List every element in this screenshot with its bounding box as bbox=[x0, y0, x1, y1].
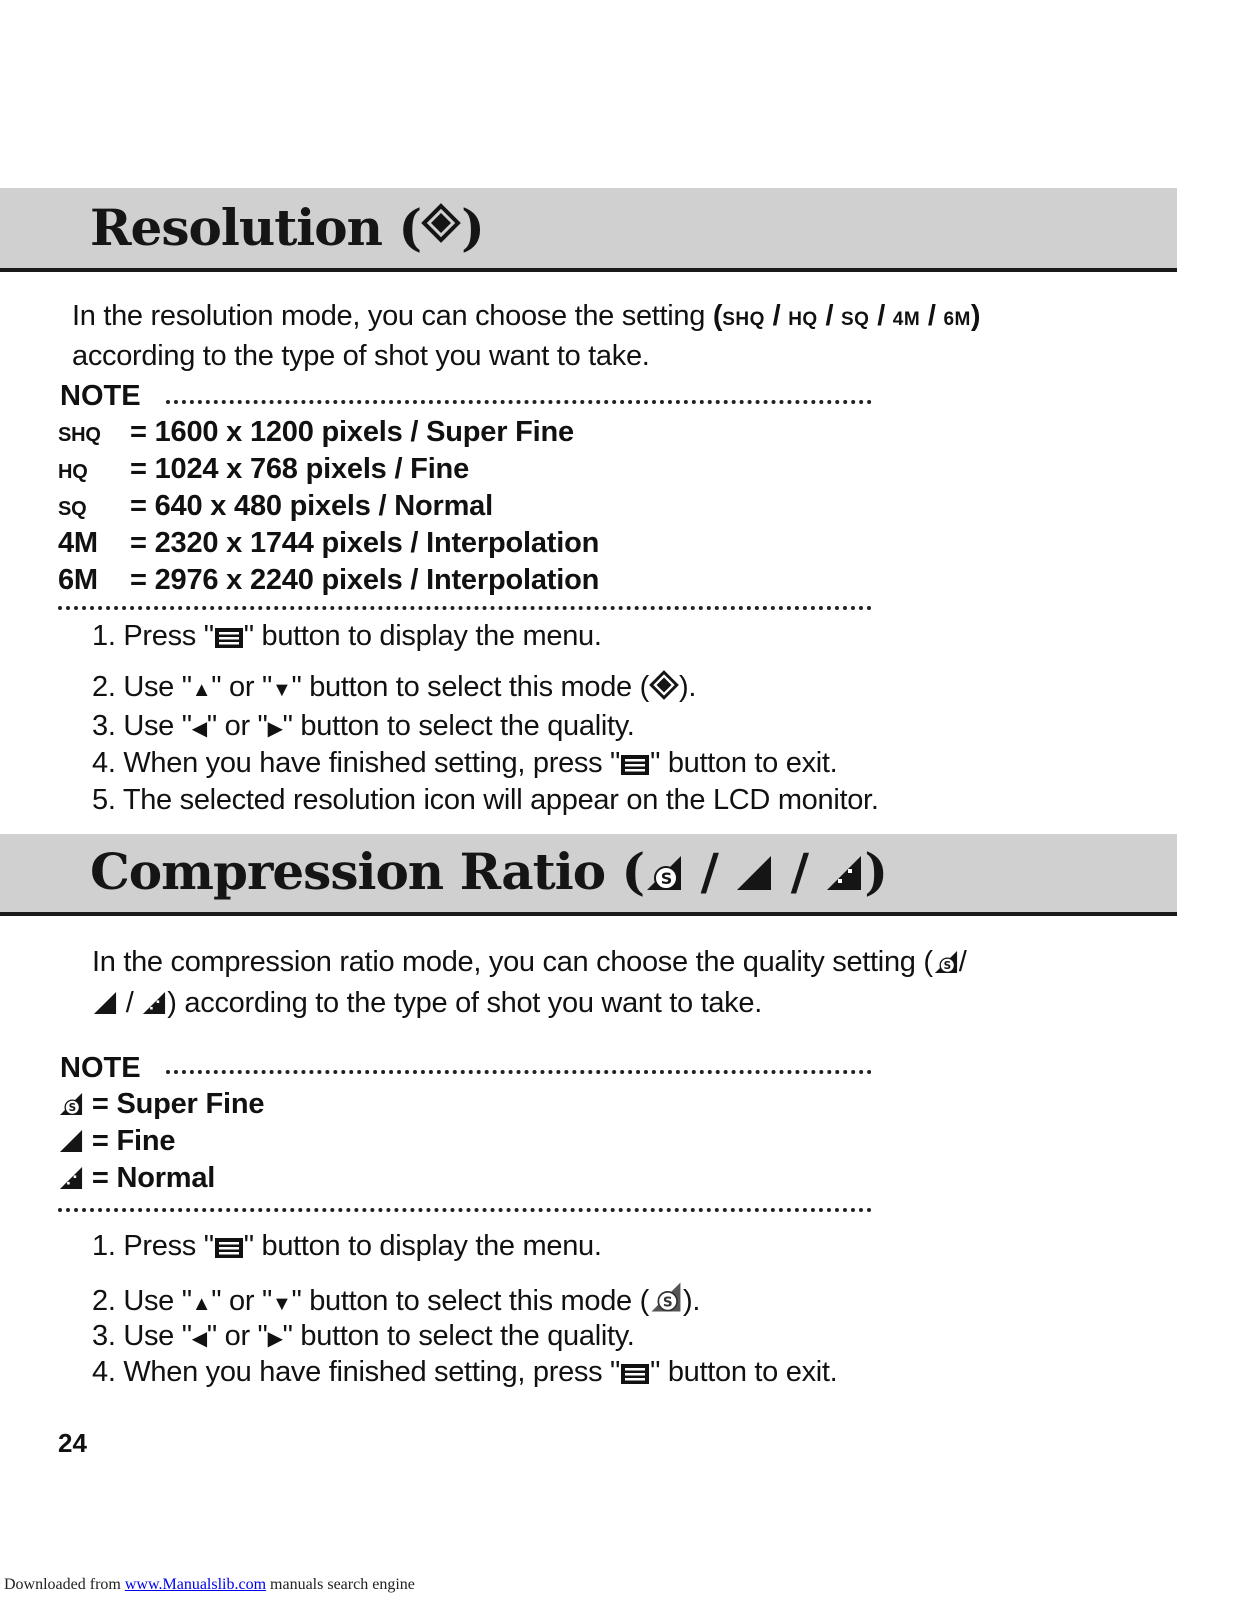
menu-button-icon bbox=[214, 624, 244, 657]
superfine-icon bbox=[933, 948, 959, 985]
resolution-note-divider-bottom bbox=[58, 606, 872, 610]
superfine-icon bbox=[649, 1280, 683, 1322]
resolution-step-3: 3. Use "◀" or "▶" button to select the quality. bbox=[92, 710, 635, 742]
resolution-diamond-icon bbox=[649, 670, 679, 708]
page-number: 24 bbox=[58, 1428, 87, 1458]
download-footer: Downloaded from www.Manualslib.com manuals search engine bbox=[4, 1576, 415, 1593]
resolution-note-label: NOTE bbox=[60, 380, 141, 412]
normal-icon bbox=[824, 846, 864, 905]
right-arrow-icon: ▶ bbox=[267, 718, 283, 740]
note-row-sq: SQ = 640 x 480 pixels / Normal bbox=[58, 490, 493, 522]
left-arrow-icon: ◀ bbox=[191, 1328, 207, 1350]
menu-button-icon bbox=[214, 1234, 244, 1267]
compression-intro: In the compression ratio mode, you can choose the quality setting ( S / / ) according to the type of shot you want to take. bbox=[92, 944, 966, 1026]
fine-icon bbox=[92, 989, 118, 1026]
fine-icon bbox=[734, 846, 774, 905]
svg-text:S: S bbox=[662, 1294, 673, 1311]
note-row-superfine: S = Super Fine bbox=[58, 1088, 264, 1125]
compression-note-divider-bottom bbox=[58, 1208, 872, 1212]
manualslib-link[interactable]: www.Manualslib.com bbox=[124, 1576, 267, 1593]
resolution-header-band bbox=[0, 188, 1177, 272]
down-arrow-icon: ▼ bbox=[271, 679, 292, 701]
svg-text:S: S bbox=[943, 960, 951, 973]
note-row-normal: = Normal bbox=[58, 1162, 264, 1199]
svg-text:S: S bbox=[68, 1102, 76, 1115]
resolution-note-divider-top bbox=[166, 400, 872, 404]
compression-note-divider-top bbox=[166, 1070, 872, 1074]
resolution-step-5: 5. The selected resolution icon will appear on the LCD monitor. bbox=[92, 784, 879, 816]
svg-text:S: S bbox=[660, 869, 672, 888]
normal-icon bbox=[141, 989, 167, 1026]
up-arrow-icon: ▲ bbox=[191, 1293, 212, 1315]
normal-icon bbox=[58, 1165, 84, 1199]
compression-title: Compression Ratio ( S / / ) bbox=[90, 842, 887, 905]
left-arrow-icon: ◀ bbox=[191, 718, 207, 740]
note-row-hq: HQ = 1024 x 768 pixels / Fine bbox=[58, 453, 469, 485]
resolution-title: Resolution ( ) bbox=[90, 198, 484, 257]
menu-button-icon bbox=[620, 1360, 650, 1393]
note-row-fine: = Fine bbox=[58, 1125, 264, 1162]
compression-step-4: 4. When you have finished setting, press " " button to exit. bbox=[92, 1356, 837, 1393]
resolution-step-4: 4. When you have finished setting, press " " button to exit. bbox=[92, 747, 837, 784]
compression-step-3: 3. Use "◀" or "▶" button to select the quality. bbox=[92, 1320, 635, 1352]
compression-note-label: NOTE bbox=[60, 1052, 141, 1084]
note-row-4m: 4M = 2320 x 1744 pixels / Interpolation bbox=[58, 527, 600, 559]
superfine-icon bbox=[58, 1091, 84, 1125]
superfine-icon bbox=[644, 846, 684, 905]
resolution-diamond-icon bbox=[421, 196, 461, 255]
compression-step-2: 2. Use "▲" or "▼" button to select this mode ( S ). bbox=[92, 1280, 700, 1322]
compression-step-1: 1. Press " " button to display the menu. bbox=[92, 1230, 602, 1267]
down-arrow-icon: ▼ bbox=[271, 1293, 292, 1315]
up-arrow-icon: ▲ bbox=[191, 679, 212, 701]
note-row-shq: SHQ = 1600 x 1200 pixels / Super Fine bbox=[58, 416, 574, 448]
compression-header-band bbox=[0, 834, 1177, 916]
compression-note-list bbox=[58, 1088, 264, 1199]
resolution-note-list bbox=[58, 416, 599, 601]
menu-button-icon bbox=[620, 751, 650, 784]
resolution-step-1: 1. Press " " button to display the menu. bbox=[92, 620, 602, 657]
resolution-intro: In the resolution mode, you can choose the setting (SHQ / HQ / SQ / 4M / 6M) according to the type of shot you want to take. bbox=[72, 300, 981, 372]
note-row-6m: 6M = 2976 x 2240 pixels / Interpolation bbox=[58, 564, 600, 596]
right-arrow-icon: ▶ bbox=[267, 1328, 283, 1350]
resolution-step-2: 2. Use "▲" or "▼" button to select this mode ( ). bbox=[92, 670, 696, 708]
fine-icon bbox=[58, 1128, 84, 1162]
